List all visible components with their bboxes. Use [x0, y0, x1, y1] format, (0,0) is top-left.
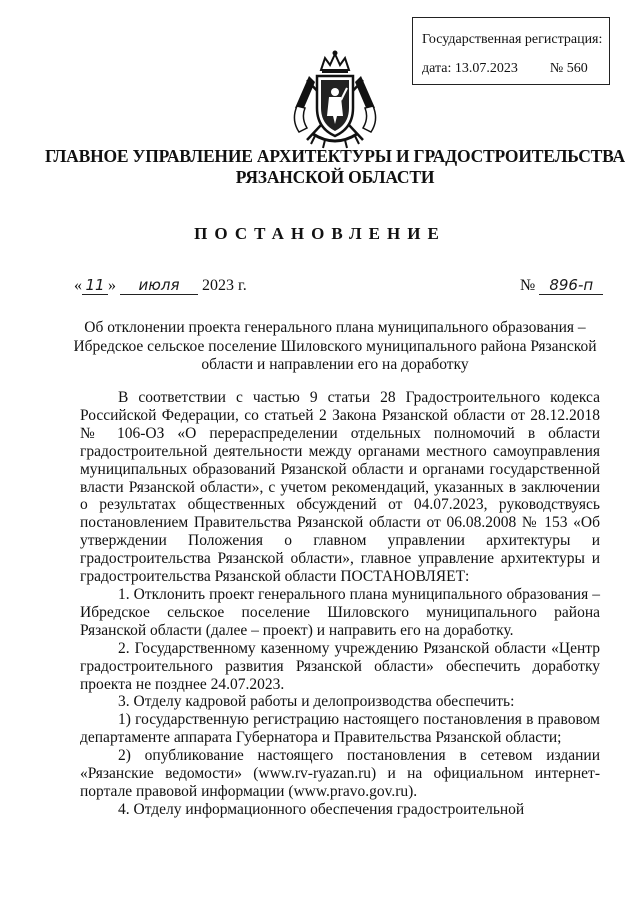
registration-number: № 560	[549, 61, 588, 76]
body-subitem-3-1: 1) государственную регистрацию настоящего постановления в правовом департаменте аппарата Губернатора и Правительства Рязанской области;	[80, 711, 600, 747]
registration-label: Государственная регистрация:	[422, 32, 603, 47]
date-month-handwritten: июля	[120, 276, 198, 295]
body-item-2: 2. Государственному казенному учреждению Рязанской области «Центр градостроительного развития Рязанской области» обеспечить доработку проекта не позднее 24.07.2023.	[80, 639, 600, 693]
document-number	[520, 276, 603, 295]
organization-title	[40, 146, 630, 188]
document-body	[80, 389, 600, 819]
organization-title-line2: РЯЗАНСКОЙ ОБЛАСТИ	[235, 167, 435, 187]
body-subitem-3-2: 2) опубликование настоящего постановления в сетевом издании «Рязанские ведомости» (www.rv-ryazan.ru) и на официальном интернет-портале правовой информации (www.pravo.gov.ru).	[80, 747, 600, 800]
document-type-heading: ПОСТАНОВЛЕНИЕ	[194, 224, 446, 243]
date-quote-open: «	[74, 277, 82, 294]
number-handwritten: 896-п	[539, 276, 603, 295]
organization-title-line1: ГЛАВНОЕ УПРАВЛЕНИЕ АРХИТЕКТУРЫ И ГРАДОСТРОИТЕЛЬСТВА	[45, 146, 625, 166]
body-item-1: 1. Отклонить проект генерального плана муниципального образования – Ибредское сельское поселение Шиловского муниципального района Рязанской области (далее – проект) и направить его на доработку.	[80, 585, 600, 639]
registration-stamp	[412, 17, 610, 85]
body-item-3: 3. Отделу кадровой работы и делопроизводства обеспечить:	[118, 693, 515, 711]
document-date	[74, 276, 247, 295]
registration-date: дата: 13.07.2023	[422, 61, 518, 76]
document-subject: Об отклонении проекта генерального плана муниципального образования – Ибредское сельское поселение Шиловского муниципального района Рязанской области и направлении его на доработку	[73, 319, 597, 373]
date-day-handwritten: 11	[82, 276, 108, 295]
date-quote-close: »	[108, 277, 116, 294]
body-item-4: 4. Отделу информационного обеспечения градостроительной	[118, 800, 525, 818]
body-preamble: В соответствии с частью 9 статьи 28 Градостроительного кодекса Российской Федерации, со статьей 2 Закона Рязанской области от 28.12.2018 № 106-ОЗ «О перераспределении отдельных полномочий в области градостроительной деятельности между органами местного самоуправления муниципальных образований Рязанской области и органами государственной власти Рязанской области», с учетом рекомендаций, указанных в заключении о результатах общественных обсуждений от 04.07.2023, руководствуясь постановлением Правительства Рязанской области от 06.08.2008 № 153 «Об утверждении Положения о главном управлении архитектуры и градостроительства Рязанской области», главное управление архитектуры и градостроительства Рязанской области ПОСТАНОВЛЯЕТ:	[80, 389, 600, 586]
date-year: 2023 г.	[202, 277, 247, 294]
coat-of-arms-emblem	[285, 48, 385, 150]
registration-details	[422, 59, 609, 79]
number-prefix: №	[520, 277, 536, 294]
